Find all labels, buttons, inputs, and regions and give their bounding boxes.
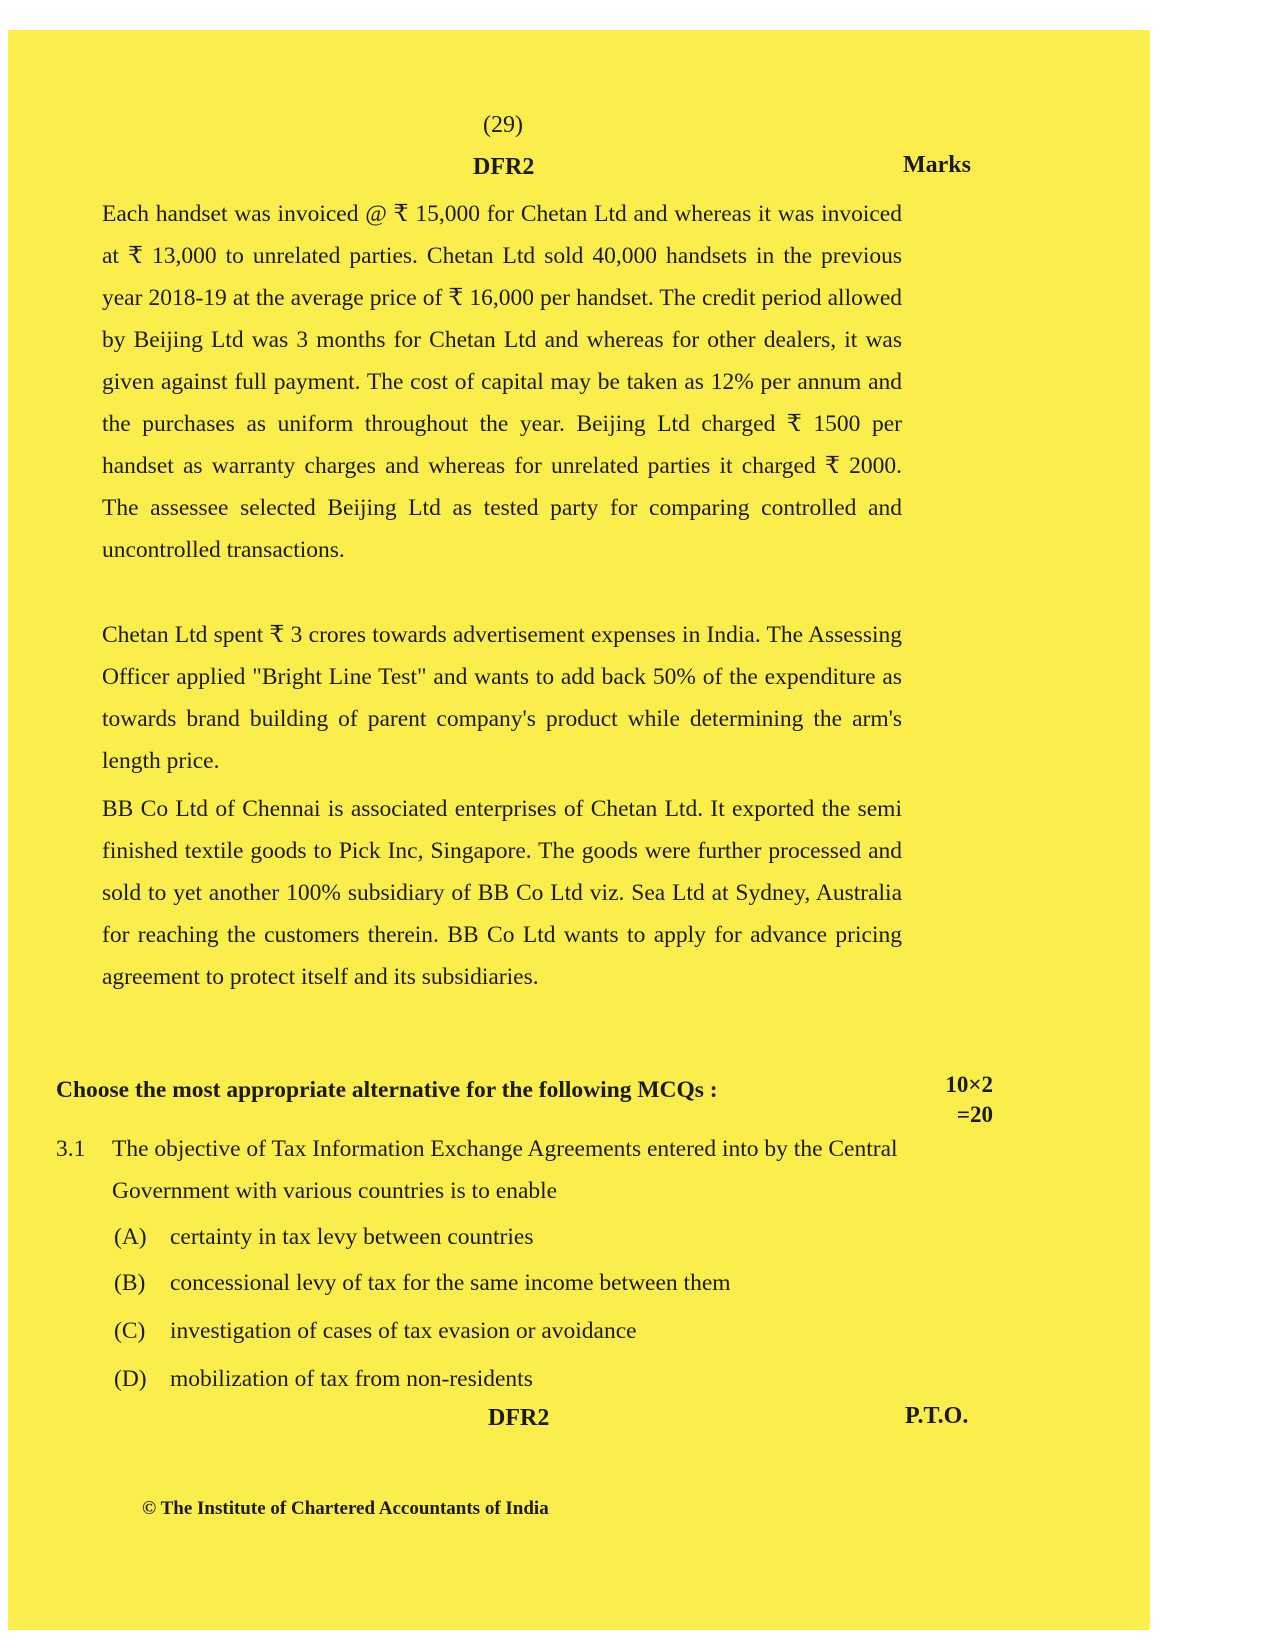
- option-text: mobilization of tax from non-residents: [170, 1366, 533, 1392]
- marks-allocation-line-2: =20: [956, 1102, 993, 1127]
- option-letter: (D): [114, 1366, 147, 1392]
- case-paragraph-2: [102, 614, 902, 782]
- option-letter: (A): [114, 1224, 147, 1250]
- page-number: (29): [483, 112, 523, 138]
- option-b: [114, 1270, 731, 1297]
- mcq-section-heading: Choose the most appropriate alternative for the following MCQs :: [56, 1077, 718, 1103]
- paragraph-text: Chetan Ltd spent ₹ 3 crores towards advertisement expenses in India. The Assessing Officer applied "Bright Line Test" and wants to add back 50% of the expenditure as towards brand building of parent company's product while determining the arm's length price.: [102, 622, 902, 774]
- option-letter: (B): [114, 1270, 146, 1296]
- option-a: [114, 1224, 533, 1251]
- option-text: concessional levy of tax for the same income between them: [170, 1270, 731, 1296]
- option-d: [114, 1366, 533, 1393]
- exam-page: [8, 30, 1150, 1630]
- case-paragraph-1: [102, 193, 902, 571]
- option-text: certainty in tax levy between countries: [170, 1224, 534, 1250]
- paragraph-text: Each handset was invoiced @ ₹ 15,000 for Chetan Ltd and whereas it was invoiced at ₹ 13,000 to unrelated parties. Chetan Ltd sold 40,000 handsets in the previous year 2018-19 at the average price of ₹ 16,000 per handset. The credit period allowed by Beijing Ltd was 3 months for Chetan Ltd and whereas for other dealers, it was given against full payment. The cost of capital may be taken as 12% per annum and the purchases as uniform throughout the year. Beijing Ltd charged ₹ 1500 per handset as warranty charges and whereas for unrelated parties it charged ₹ 2000. The assessee selected Beijing Ltd as tested party for comparing controlled and uncontrolled transactions.: [102, 201, 902, 563]
- paragraph-text: BB Co Ltd of Chennai is associated enterprises of Chetan Ltd. It exported the semi finished textile goods to Pick Inc, Singapore. The goods were further processed and sold to yet another 100% subsidiary of BB Co Ltd viz. Sea Ltd at Sydney, Australia for reaching the customers therein. BB Co Ltd wants to apply for advance pricing agreement to protect itself and its subsidiaries.: [102, 796, 902, 990]
- please-turn-over: P.T.O.: [905, 1403, 969, 1429]
- question-text: The objective of Tax Information Exchange Agreements entered into by the Central Government with various countries is to enable: [112, 1136, 898, 1204]
- copyright-notice: © The Institute of Chartered Accountants of India: [142, 1498, 549, 1519]
- case-paragraph-3: [102, 788, 902, 998]
- marks-column-label: Marks: [903, 152, 971, 178]
- marks-allocation-line-1: 10×2: [945, 1072, 993, 1097]
- paper-code-header: DFR2: [473, 154, 535, 180]
- marks-allocation: [913, 1070, 993, 1130]
- option-letter: (C): [114, 1318, 146, 1344]
- option-text: investigation of cases of tax evasion or avoidance: [170, 1318, 637, 1344]
- option-c: [114, 1318, 637, 1345]
- paper-code-footer: DFR2: [488, 1405, 550, 1431]
- question-number: 3.1: [56, 1136, 86, 1162]
